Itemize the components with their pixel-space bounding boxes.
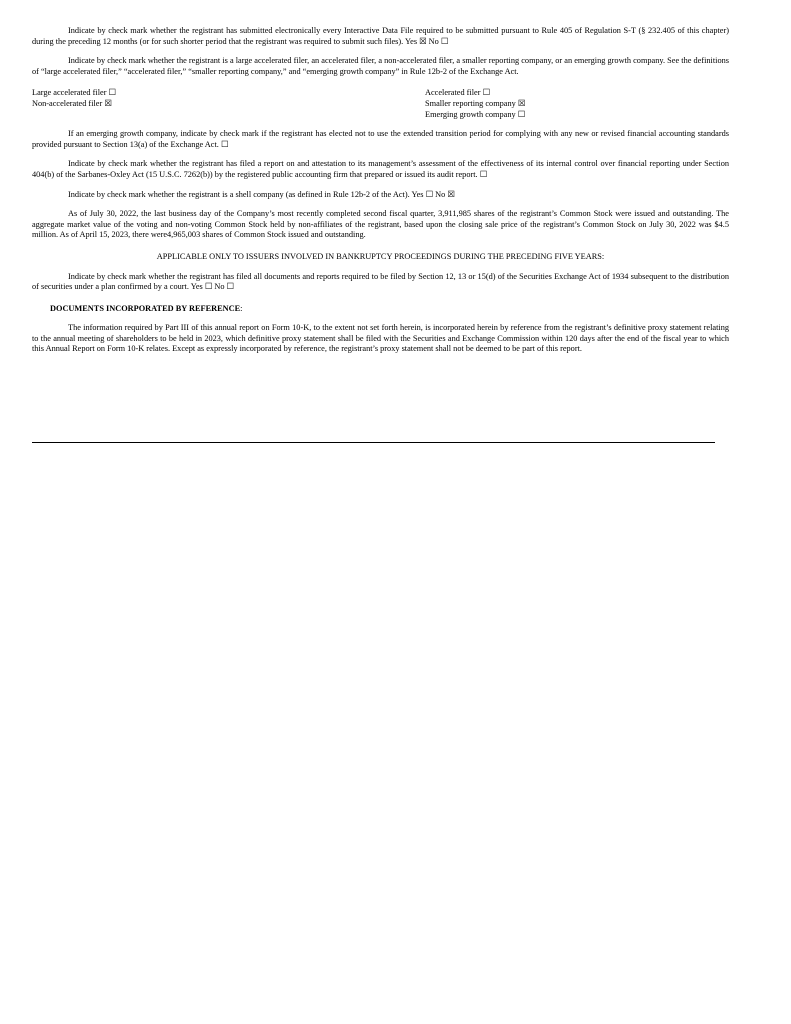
large-accelerated-filer-option: Large accelerated filer ☐: [32, 88, 116, 98]
shell-company-paragraph: [32, 190, 729, 201]
documents-heading-text: DOCUMENTS INCORPORATED BY REFERENCE: [50, 303, 241, 313]
filer-column-right: [425, 88, 729, 120]
document-page: [32, 26, 729, 355]
emerging-growth-text: If an emerging growth company, indicate by check mark if the registrant has elected not to use the extended transition period for complying with any new or revised financial accounting standards provided pursuant to Section 13(a) of the Exchange Act.: [32, 129, 729, 149]
bankruptcy-heading: APPLICABLE ONLY TO ISSUERS INVOLVED IN BANKRUPTCY PROCEEDINGS DURING THE PRECEDING FIVE YEARS:: [156, 251, 605, 261]
documents-paragraph: The information required by Part III of this annual report on Form 10-K, to the extent not set forth herein, is incorporated herein by reference from the registrant’s definitive proxy statement relating to the annual meeting of shareholders to be held in 2023, which definitive proxy statement shall be filed with the Securities and Exchange Commission within 120 days after the end of the fiscal year to which this Annual Report on Form 10-K relates. Except as expressly incorporated by reference, the registrant’s proxy statement shall not be deemed to be part of this report.: [32, 323, 729, 354]
non-accelerated-filer-option: Non-accelerated filer ☒: [32, 98, 112, 108]
bankruptcy-text: Indicate by check mark whether the registrant has filed all documents and reports required to be filed by Section 12, 13 or 15(d) of the Securities Exchange Act of 1934 subsequent to the distribution of securities under a plan confirmed by a court.: [32, 271, 729, 292]
interactive-data-answer: Yes ☒ No ☐: [404, 36, 449, 46]
filer-checklist: [32, 88, 729, 120]
emerging-growth-answer: ☐: [220, 139, 229, 149]
shell-company-answer: Yes ☐ No ☒: [411, 189, 455, 199]
shell-company-text: Indicate by check mark whether the registrant is a shell company (as defined in Rule 12b-2 of the Act).: [68, 189, 410, 199]
internal-control-answer: ☐: [479, 169, 488, 179]
smaller-reporting-company-option: Smaller reporting company ☒: [425, 98, 526, 108]
page-divider: [32, 442, 715, 443]
interactive-data-text: Indicate by check mark whether the registrant has submitted electronically every Interactive Data File required to be submitted pursuant to Rule 405 of Regulation S-T (§ 232.405 of this chapter) during the preceding 12 months (or for such shorter period that the registrant was required to submit such files).: [32, 26, 729, 46]
documents-heading: [32, 304, 729, 315]
filer-status-paragraph: Indicate by check mark whether the registrant is a large accelerated filer, an accelerated filer, a non-accelerated filer, a smaller reporting company, or an emerging growth company. See the definitions of “large accelerated filer,” “accelerated filer,” “smaller reporting company,” and “emerging growth company” in Rule 12b-2 of the Exchange Act.: [32, 56, 729, 76]
documents-heading-suffix: :: [240, 303, 243, 313]
filer-column-left: [32, 88, 425, 120]
emerging-growth-company-option: Emerging growth company ☐: [425, 109, 526, 119]
bankruptcy-paragraph: [32, 272, 729, 293]
interactive-data-paragraph: [32, 26, 729, 47]
accelerated-filer-option: Accelerated filer ☐: [425, 88, 491, 98]
emerging-growth-paragraph: [32, 129, 729, 150]
internal-control-text: Indicate by check mark whether the registrant has filed a report on and attestation to its management’s assessment of the effectiveness of its internal control over financial reporting under Section 404(b) of the Sarbanes-Oxley Act (15 U.S.C. 7262(b)) by the registered public accounting firm that prepared or issued its audit report.: [32, 159, 729, 179]
market-value-paragraph: As of July 30, 2022, the last business day of the Company’s most recently completed second fiscal quarter, 3,911,985 shares of the registrant’s Common Stock were issued and outstanding. The aggregate market value of the voting and non-voting Common Stock held by non-affiliates of the registrant, based upon the closing sale price of the registrant’s Common Stock on July 30, 2022 was $4.5 million. As of April 15, 2023, there were4,965,003 shares of Common Stock issued and outstanding.: [32, 209, 729, 240]
internal-control-paragraph: [32, 159, 729, 180]
bankruptcy-answer: Yes ☐ No ☐: [190, 282, 234, 292]
